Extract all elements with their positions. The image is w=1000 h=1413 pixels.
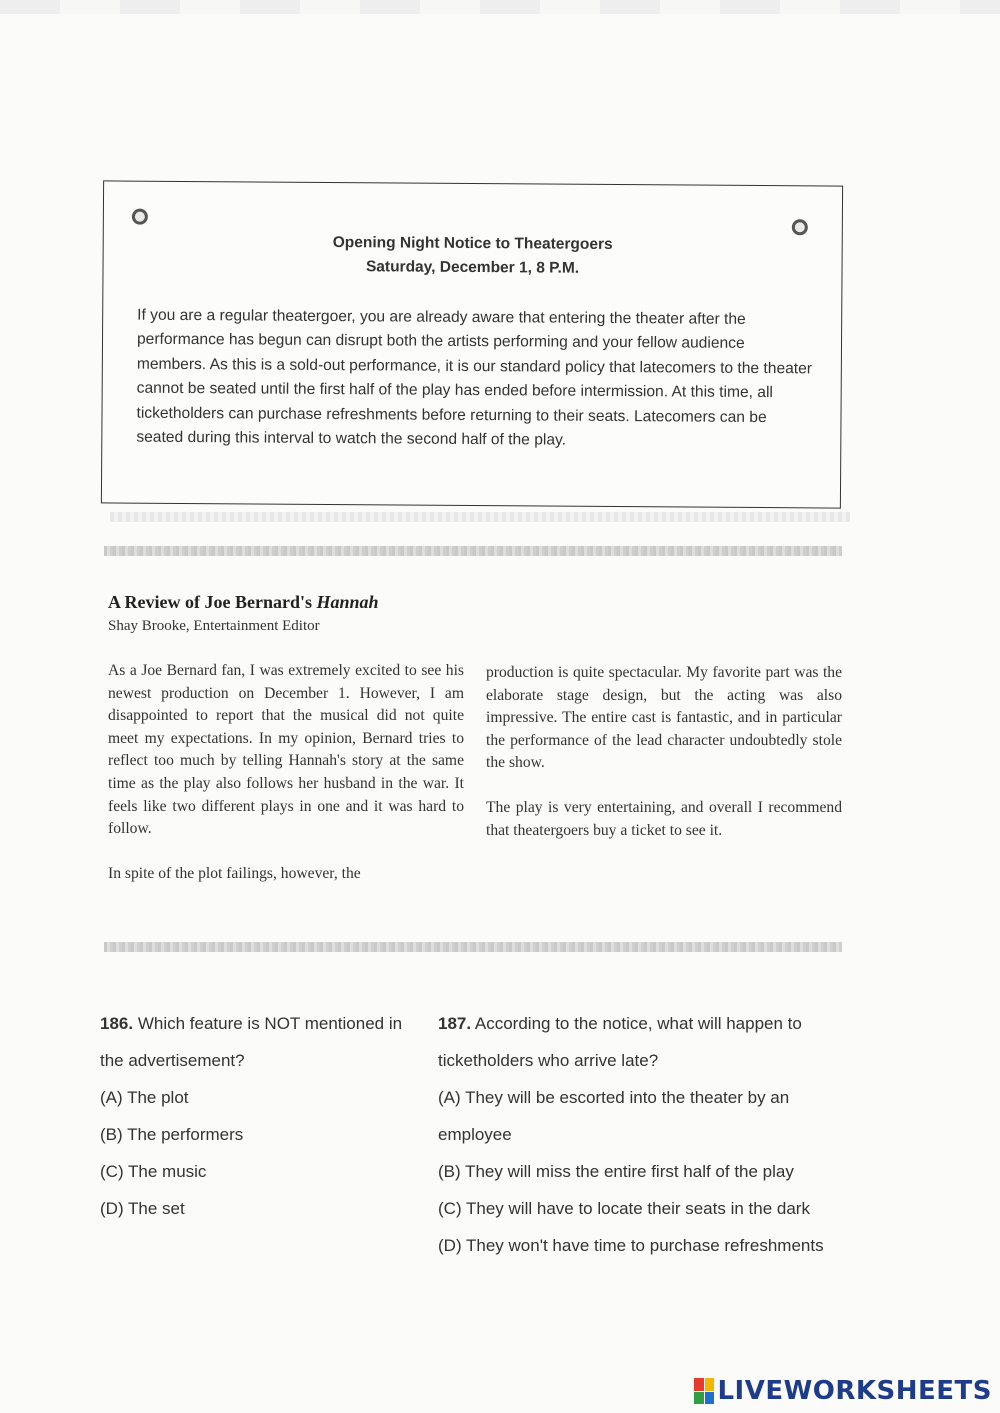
review-title [108, 592, 379, 613]
question-text: Which feature is NOT mentioned in the advertisement? [100, 1014, 403, 1070]
review-author: Shay Brooke, Entertainment Editor [108, 618, 320, 634]
question-186 [100, 1005, 430, 1227]
question-number: 187. [438, 1014, 472, 1033]
question-stem [438, 1005, 858, 1079]
punch-hole-icon [132, 209, 148, 225]
review-paragraph: As a Joe Bernard fan, I was extremely excited to see his newest production on December 1. However, I am disappointed to report that the musical did not quite meet my expectations. In my opinion, Bernard tries to reflect too much by telling Hannah's story at the same time as the play also follows her husband in the war. It feels like two different plays in one and it was hard to follow. [108, 662, 464, 838]
review-column-2 [486, 662, 842, 864]
punch-hole-icon [792, 219, 808, 235]
liveworksheets-brand[interactable] [694, 1376, 992, 1406]
answer-option-d[interactable]: (D) The set [100, 1199, 185, 1218]
review-paragraph: In spite of the plot failings, however, the [108, 864, 361, 882]
scan-shadow [110, 512, 850, 522]
liveworksheets-logo-icon [694, 1378, 714, 1404]
review-title-italic: Hannah [316, 592, 379, 612]
review-column-1 [108, 660, 464, 907]
notice-date: Saturday, December 1, 8 P.M. [365, 258, 580, 277]
answer-option-d[interactable]: (D) They won't have time to purchase refreshments [438, 1236, 824, 1255]
logo-tile [705, 1392, 715, 1405]
notice-body: If you are a regular theatergoer, you are already aware that entering the theater after the performance has begun can disrupt both the artists performing and your fellow audience members. As this is a sold-out performance, it is our standard policy that latecomers to the theater cannot be seated until the first half of the play has ended before intermission. At this time, all ticketholders can purchase refreshments before returning to their seats. Latecomers can be seated during this interval to watch the second half of the play. [136, 306, 813, 449]
question-187 [438, 1005, 858, 1264]
divider-band [104, 546, 842, 556]
answer-option-a[interactable]: (A) The plot [100, 1088, 189, 1107]
review-title-text: A Review of Joe Bernard's [108, 592, 317, 612]
review-paragraph: production is quite spectacular. My favorite part was the elaborate stage design, but the acting was also impressive. The entire cast is fantastic, and in particular the performance of the lead character undoubtedly stole the show. [486, 664, 842, 772]
answer-option-b[interactable]: (B) The performers [100, 1125, 244, 1144]
notice-title: Opening Night Notice to Theatergoers [332, 234, 613, 253]
divider-band [104, 942, 842, 952]
question-number: 186. [100, 1014, 134, 1033]
answer-option-c[interactable]: (C) The music [100, 1162, 207, 1181]
brand-text: LIVEWORKSHEETS [717, 1376, 992, 1406]
logo-tile [694, 1378, 704, 1391]
answer-option-c[interactable]: (C) They will have to locate their seats in the dark [438, 1199, 810, 1218]
answer-option-b[interactable]: (B) They will miss the entire first half of the play [438, 1162, 794, 1181]
answer-option-a[interactable]: (A) They will be escorted into the theater by an employee [438, 1088, 790, 1144]
notice-heading [103, 229, 841, 282]
logo-tile [694, 1392, 704, 1405]
scan-artifact [0, 0, 1000, 14]
notice-box [101, 180, 843, 508]
question-stem [100, 1005, 430, 1079]
review-paragraph: The play is very entertaining, and overall I recommend that theatergoers buy a ticket to see it. [486, 798, 842, 839]
question-text: According to the notice, what will happen to ticketholders who arrive late? [438, 1014, 802, 1070]
logo-tile [705, 1378, 715, 1391]
